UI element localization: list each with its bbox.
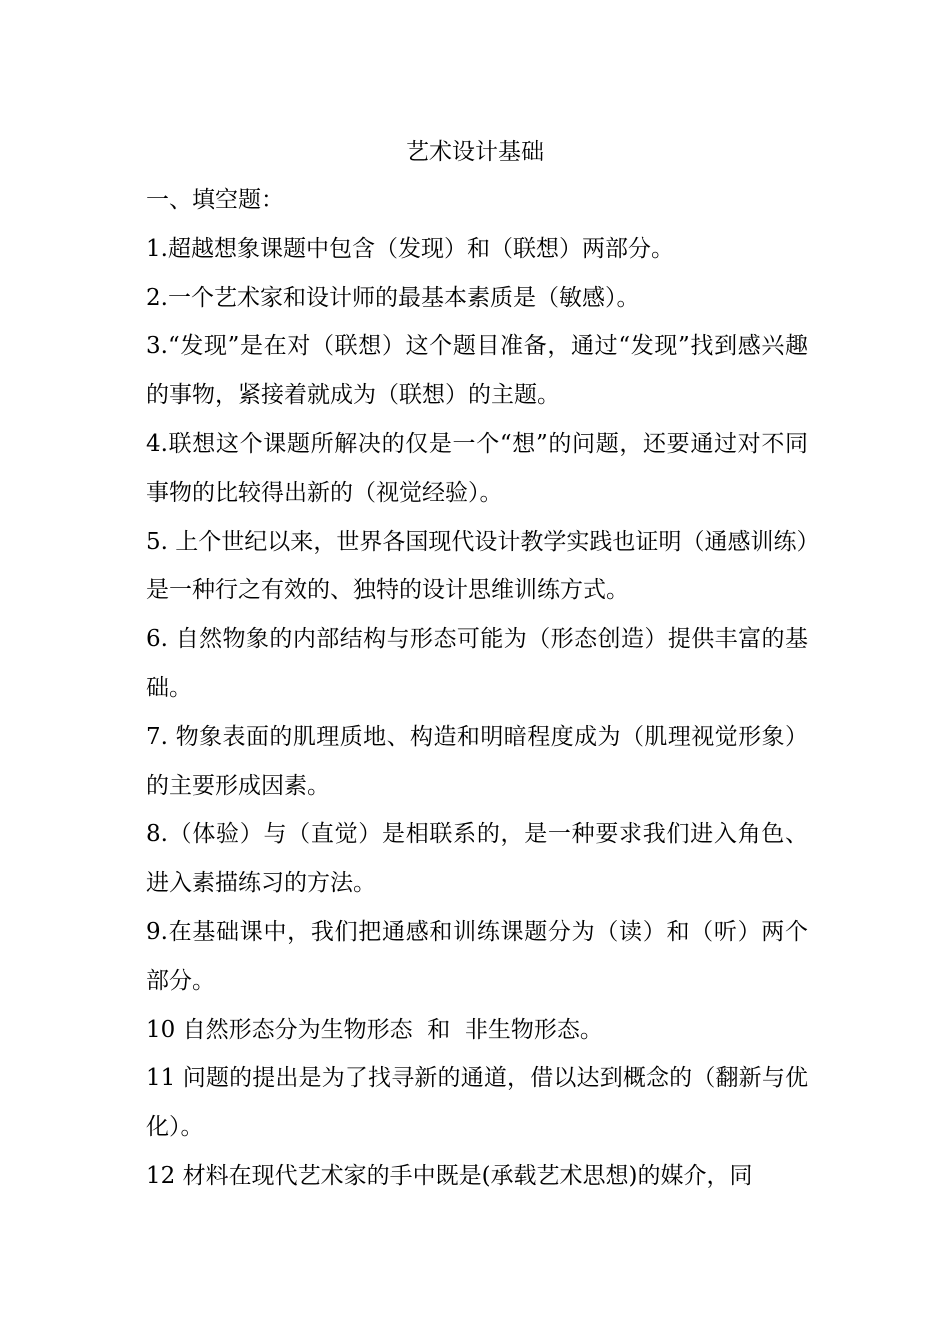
question-item: 6. 自然物象的内部结构与形态可能为（形态创造）提供丰富的基础。 xyxy=(146,626,808,701)
document-title: 艺术设计基础 xyxy=(406,139,544,165)
question-item: 2.一个艺术家和设计师的最基本素质是（敏感）。 xyxy=(146,284,640,311)
question-item: 4.联想这个课题所解决的仅是一个“想”的问题，还要通过对不同事物的比较得出新的（视觉经验）。 xyxy=(146,430,808,506)
question-item: 3.“发现”是在对（联想）这个题目准备，通过“发现”找到感兴趣的事物，紧接着就成为（联想）的主题。 xyxy=(146,333,808,409)
question-item: 12 材料在现代艺术家的手中既是(承载艺术思想)的媒介，同 xyxy=(146,1162,753,1189)
question-item: 9.在基础课中，我们把通感和训练课题分为（读）和（听）两个部分。 xyxy=(146,918,808,994)
question-item: 10 自然形态分为生物形态 和 非生物形态。 xyxy=(146,1016,603,1043)
question-item: 8.（体验）与（直觉）是相联系的，是一种要求我们进入角色、进入素描练习的方法。 xyxy=(146,821,808,897)
document-body xyxy=(146,176,808,1201)
question-item: 7. 物象表面的肌理质地、构造和明暗程度成为（肌理视觉形象）的主要形成因素。 xyxy=(146,723,808,799)
question-item: 11 问题的提出是为了找寻新的通道，借以达到概念的（翻新与优化）。 xyxy=(146,1065,808,1141)
question-item: 5. 上个世纪以来，世界各国现代设计教学实践也证明（通感训练）是一种行之有效的、独特的设计思维训练方式。 xyxy=(146,528,808,604)
section-heading: 一、填空题： xyxy=(146,187,284,213)
question-item: 1.超越想象课题中包含（发现）和（联想）两部分。 xyxy=(146,235,674,262)
